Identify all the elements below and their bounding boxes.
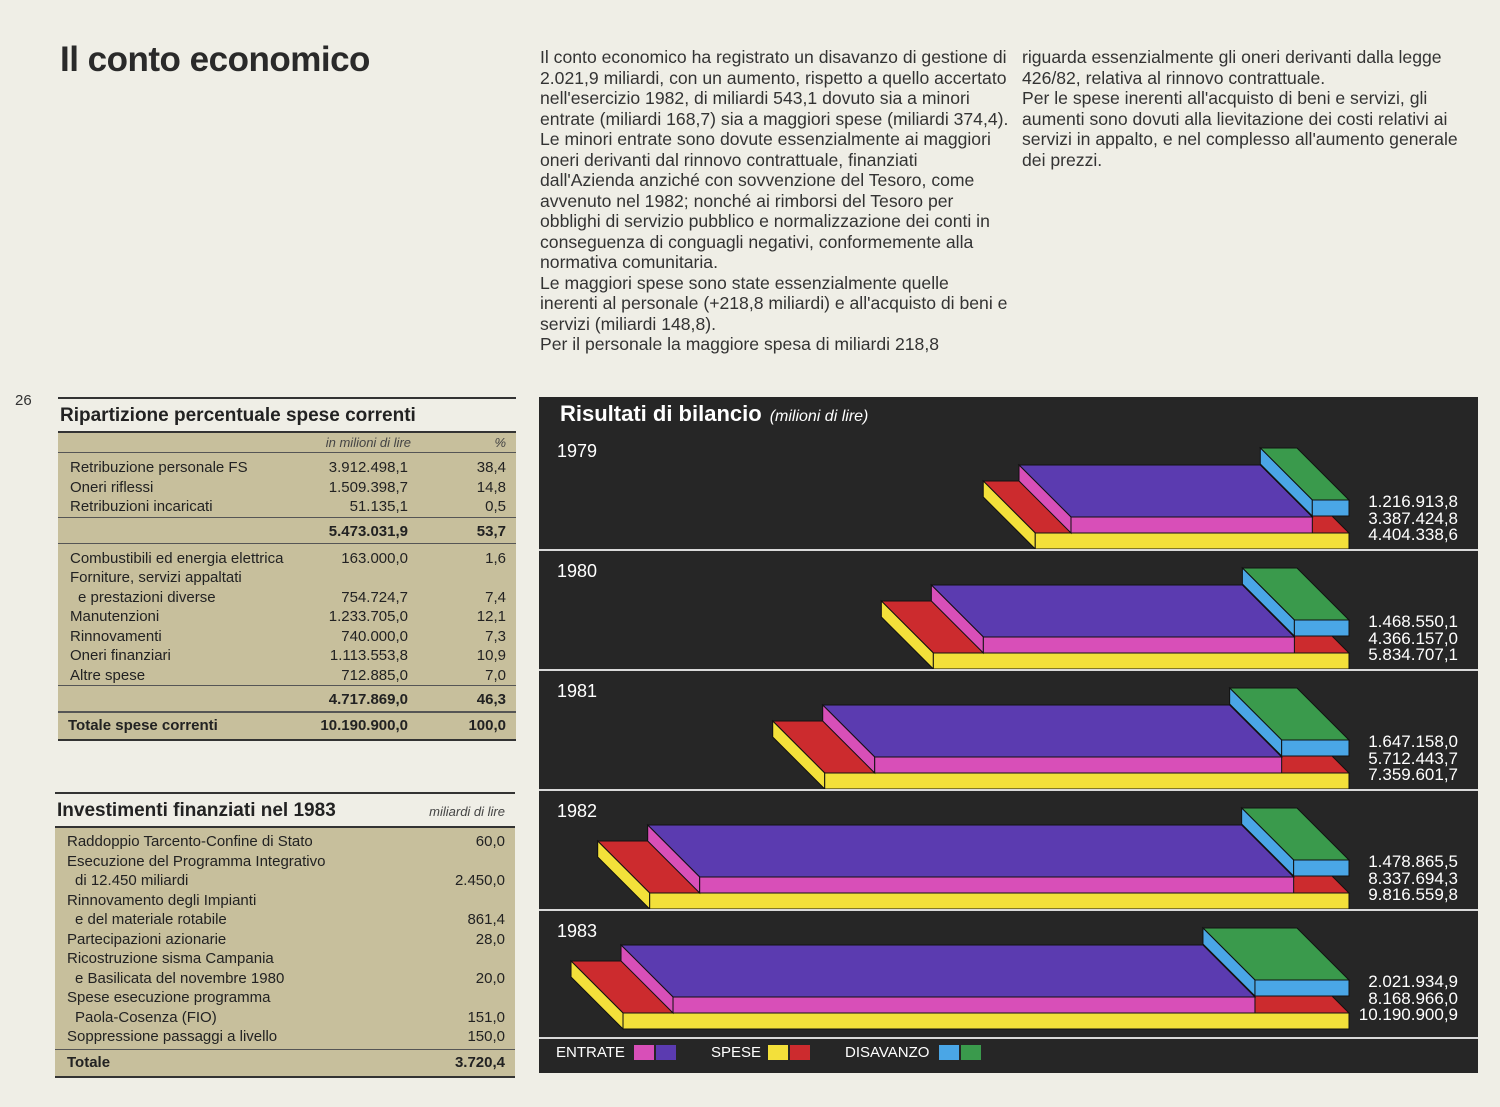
pct-header: % [494, 435, 506, 450]
invest-table-title-row [55, 792, 515, 826]
row-value: 740.000,0 [341, 627, 408, 645]
table-row [58, 588, 516, 608]
invest-unit: miliardi di lire [429, 804, 505, 819]
invest-table-title: Investimenti finanziati nel 1983 [57, 800, 336, 821]
disavanzo-bar-front [1294, 620, 1349, 636]
row-value: 1.113.553,8 [329, 647, 408, 664]
table-row [55, 930, 515, 950]
paragraph: Le minori entrate sono dovute essenzialmente ai maggiori oneri derivanti dal rinnovo contrattuale, finanziati dall'Azienda anziché con sovvenzione del Tesoro, come avvenuto nel 1982; nonché ai rimborsi del Tesoro per obblighi di servizio pubblico e normalizzazione dei conti in conseguenza di conguagli negativi, conformemente alla normativa comunitaria. [540, 129, 991, 272]
chart-subtitle: (milioni di lire) [769, 408, 869, 425]
total-value: 10.190.900,0 [320, 717, 408, 734]
value-label: 8.168.966,0 [1368, 988, 1458, 1008]
row-label: e prestazioni diverse [78, 588, 216, 606]
table-row [55, 969, 515, 989]
chart-title-text: Risultati di bilancio [560, 401, 762, 426]
table-row [55, 910, 515, 930]
value-label: 8.337.694,3 [1368, 868, 1458, 888]
legend-swatch [790, 1045, 810, 1060]
table-row [55, 832, 515, 852]
row-label: Rinnovamenti [70, 627, 162, 645]
row-label: Soppressione passaggi a livello [67, 1028, 278, 1045]
subtotal-row [58, 517, 516, 544]
spese-table [58, 397, 516, 741]
table-row [58, 627, 516, 647]
value-label: 5.834.707,1 [1368, 645, 1458, 664]
total-row [55, 1049, 515, 1076]
row-label: Raddoppio Tarcento-Confine di Stato [67, 833, 313, 850]
year-label: 1979 [557, 441, 598, 461]
row-value: 60,0 [475, 833, 505, 850]
row-label: Partecipazioni azionarie [67, 930, 227, 948]
row-pct: 10,9 [476, 647, 506, 664]
total-label: Totale spese correnti [68, 717, 218, 734]
value-label: 7.359.601,7 [1368, 765, 1458, 784]
year-label: 1982 [557, 801, 598, 821]
row-label: Combustibili ed energia elettrica [70, 549, 284, 567]
entrate-bar-front [700, 877, 1294, 893]
row-label: Retribuzioni incaricati [70, 498, 213, 515]
row-pct: 7,0 [485, 666, 506, 684]
value-label: 1.478.865,5 [1368, 852, 1458, 871]
value-label: 3.387.424,8 [1368, 508, 1458, 528]
value-label: 9.816.559,8 [1368, 885, 1458, 904]
table-header [58, 433, 516, 453]
subtotal-value: 5.473.031,9 [328, 522, 408, 540]
row-pct: 0,5 [485, 498, 506, 515]
row-label: Forniture, servizi appaltati [70, 569, 242, 586]
total-pct: 100,0 [468, 717, 506, 734]
subtotal-pct: 53,7 [476, 522, 506, 540]
table-row [55, 852, 515, 872]
table-row [58, 568, 516, 588]
row-label: Esecuzione del Programma Integrativo [67, 852, 326, 870]
legend-swatch [768, 1045, 788, 1060]
table-row [55, 988, 515, 1008]
table-row [55, 871, 515, 891]
spese-bar-front [623, 1013, 1349, 1029]
row-value: 861,4 [467, 911, 505, 928]
row-value: 150,0 [467, 1028, 505, 1045]
row-label: e Basilicata del novembre 1980 [75, 969, 285, 987]
table-row [58, 607, 516, 627]
table-row [58, 666, 516, 686]
subtotal-row [58, 685, 516, 712]
row-label: Oneri riflessi [70, 478, 154, 496]
legend-swatch [656, 1045, 676, 1060]
text-column-2 [1022, 47, 1477, 170]
table-row [58, 458, 516, 478]
value-label: 10.190.900,9 [1358, 1005, 1458, 1024]
row-label: Spese esecuzione programma [67, 989, 271, 1006]
legend-swatch [961, 1045, 981, 1060]
results-chart [539, 397, 1478, 1073]
text-column-1 [540, 47, 1010, 355]
chart-svg [539, 397, 1478, 1073]
paragraph: riguarda essenzialmente gli oneri derivanti dalla legge 426/82, relativa al rinnovo contrattuale. [1022, 47, 1442, 88]
spese-table-title: Ripartizione percentuale spese correnti [58, 397, 516, 431]
row-value: 2.450,0 [454, 872, 505, 889]
spese-bar-front [1035, 533, 1349, 549]
row-pct: 14,8 [476, 478, 506, 496]
legend-swatch [939, 1045, 959, 1060]
unit-header: in milioni di lire [325, 435, 411, 450]
table-row [58, 549, 516, 569]
table-row [58, 478, 516, 498]
spese-bar-front [825, 773, 1349, 789]
entrate-bar-top [648, 825, 1294, 877]
row-value: 3.912.498,1 [328, 459, 408, 476]
row-pct: 1,6 [485, 549, 506, 567]
subtotal-pct: 46,3 [476, 691, 506, 708]
invest-table [55, 792, 515, 1078]
row-label: e del materiale rotabile [75, 911, 227, 928]
entrate-bar-front [1071, 517, 1312, 533]
paragraph: Per le spese inerenti all'acquisto di beni e servizi, gli aumenti sono dovuti alla lievitazione dei costi relativi ai servizi in appalto, e nel complesso all'aumento generale dei prezzi. [1022, 88, 1458, 170]
entrate-bar-top [931, 585, 1294, 637]
paragraph: Le maggiori spese sono state essenzialmente quelle inerenti al personale (+218,8 miliardi) e all'acquisto di beni e servizi (miliardi 148,8). [540, 272, 1008, 334]
value-label: 1.647.158,0 [1368, 732, 1458, 751]
row-label: Ricostruzione sisma Campania [67, 950, 274, 967]
table-row [55, 891, 515, 911]
row-label: Rinnovamento degli Impianti [67, 891, 257, 909]
row-value: 1.509.398,7 [328, 478, 408, 496]
value-label: 4.366.157,0 [1368, 628, 1458, 648]
disavanzo-bar-front [1294, 860, 1349, 876]
row-value: 51.135,1 [349, 498, 408, 515]
row-value: 1.233.705,0 [328, 608, 408, 625]
row-label: di 12.450 miliardi [75, 872, 189, 889]
disavanzo-bar-front [1312, 500, 1349, 516]
table-row [58, 646, 516, 666]
legend-label: DISAVANZO [845, 1044, 930, 1061]
year-label: 1983 [557, 921, 598, 941]
row-value: 712.885,0 [341, 666, 408, 684]
row-value: 163.000,0 [341, 549, 408, 567]
legend-swatch [634, 1045, 654, 1060]
row-pct: 38,4 [476, 459, 506, 476]
value-label: 1.216.913,8 [1368, 492, 1458, 511]
entrate-bar-front [983, 637, 1294, 653]
row-value: 20,0 [475, 969, 505, 987]
entrate-bar-top [823, 705, 1282, 757]
entrate-bar-front [673, 997, 1255, 1013]
value-label: 5.712.443,7 [1368, 748, 1458, 768]
total-value: 3.720,4 [454, 1053, 505, 1071]
paragraph: Per il personale la maggiore spesa di miliardi 218,8 [540, 334, 940, 354]
entrate-bar-top [621, 945, 1255, 997]
table-row [55, 949, 515, 969]
spese-table-body [58, 431, 516, 741]
page-title: Il conto economico [60, 40, 370, 79]
spese-bar-front [650, 893, 1349, 909]
total-row [58, 712, 516, 739]
entrate-bar-front [875, 757, 1282, 773]
row-value: 754.724,7 [341, 588, 408, 606]
invest-table-body [55, 826, 515, 1078]
row-pct: 7,4 [485, 588, 506, 606]
legend-label: ENTRATE [556, 1044, 625, 1061]
subtotal-value: 4.717.869,0 [328, 691, 408, 708]
disavanzo-bar-front [1282, 740, 1349, 756]
value-label: 4.404.338,6 [1368, 525, 1458, 544]
table-row [55, 1027, 515, 1047]
row-value: 151,0 [467, 1008, 505, 1026]
row-pct: 12,1 [476, 608, 506, 625]
row-value: 28,0 [475, 930, 505, 948]
total-label: Totale [67, 1053, 111, 1071]
row-pct: 7,3 [485, 627, 506, 645]
page-number: 26 [15, 392, 32, 409]
year-label: 1981 [557, 681, 598, 701]
year-label: 1980 [557, 561, 598, 581]
spese-bar-front [933, 653, 1349, 669]
value-label: 2.021.934,9 [1368, 972, 1458, 991]
row-label: Oneri finanziari [70, 647, 171, 664]
row-label: Retribuzione personale FS [70, 459, 248, 476]
table-row [58, 497, 516, 517]
row-label: Paola-Cosenza (FIO) [75, 1008, 217, 1026]
paragraph: Il conto economico ha registrato un disavanzo di gestione di 2.021,9 miliardi, con un aumento, rispetto a quello accertato nell'esercizio 1982, di miliardi 543,1 dovuto sia a minori entrate (miliardi 168,7) sia a maggiori spese (miliardi 374,4). [540, 47, 1009, 129]
disavanzo-bar-front [1255, 980, 1349, 996]
row-label: Altre spese [70, 666, 146, 684]
row-label: Manutenzioni [70, 608, 160, 625]
table-row [55, 1008, 515, 1028]
value-label: 1.468.550,1 [1368, 612, 1458, 631]
legend-label: SPESE [711, 1044, 762, 1061]
